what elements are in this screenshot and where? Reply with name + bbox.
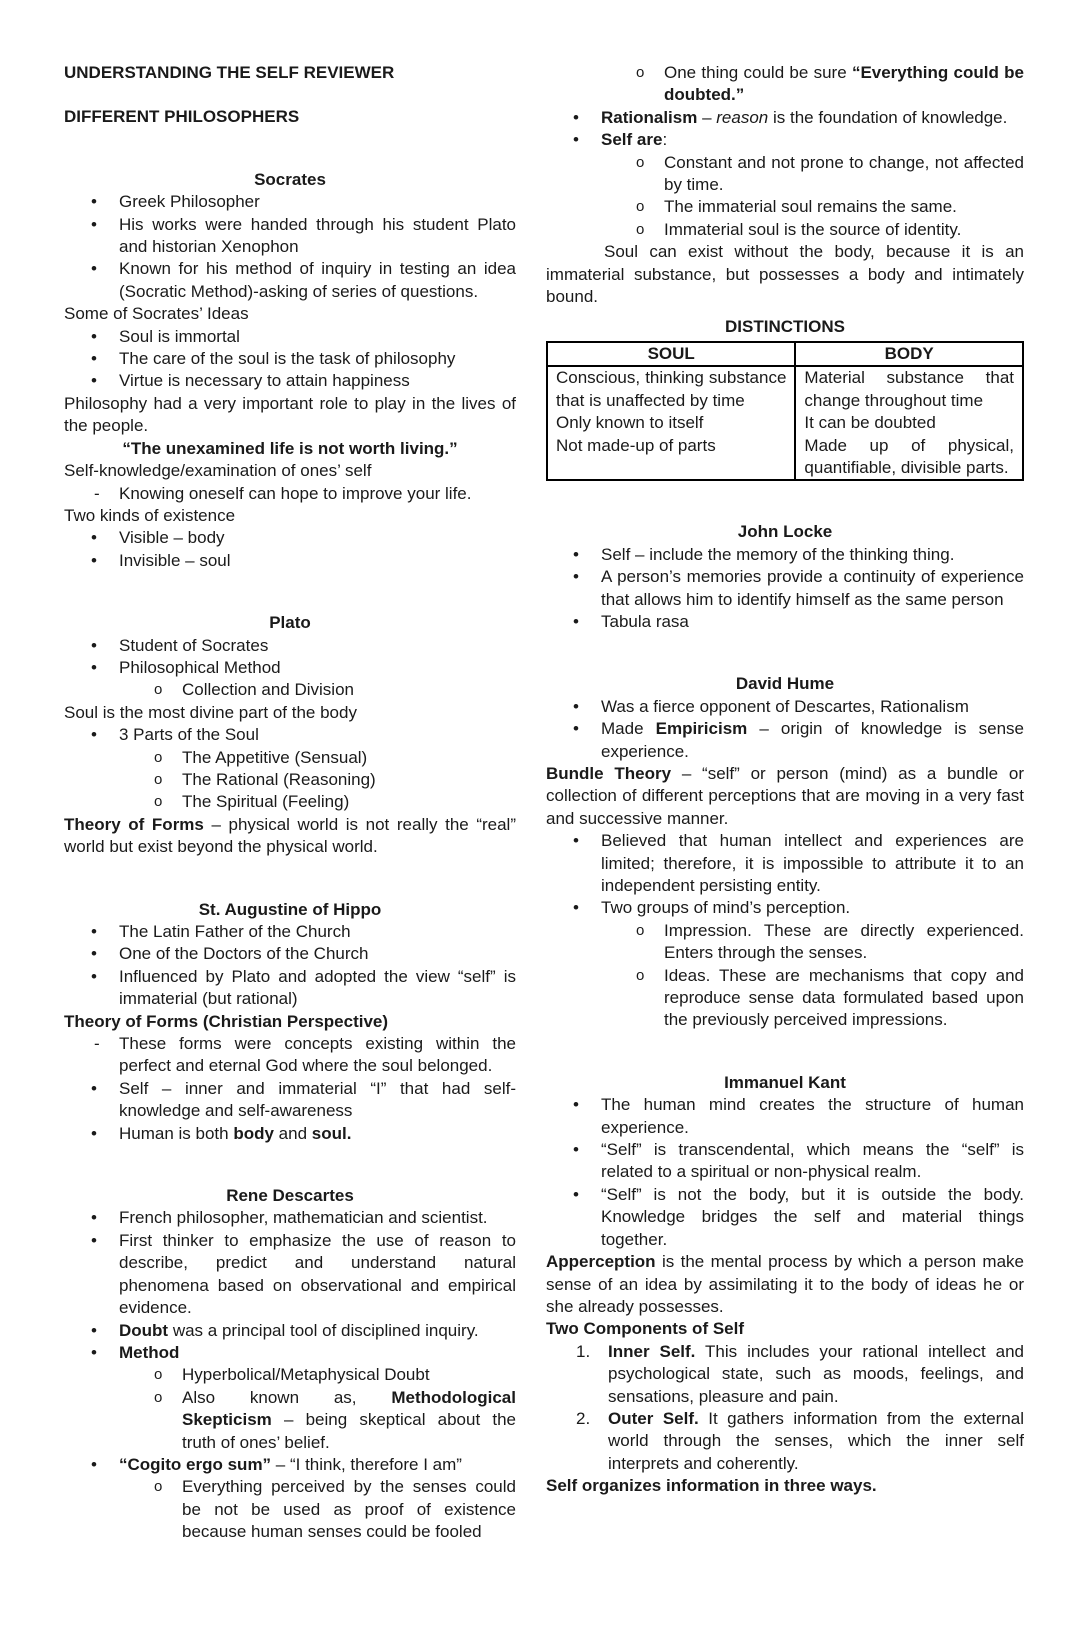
text-run: reason: [716, 107, 769, 127]
paragraph: [64, 1011, 516, 1033]
sub-list-item: [64, 791, 516, 813]
item-text: [119, 1343, 179, 1362]
list-item: [546, 544, 1024, 566]
item-text: [119, 1321, 479, 1340]
item-text: [664, 197, 957, 216]
text-run: 3 Parts of the Soul: [119, 725, 259, 745]
item-text: [182, 1477, 516, 1541]
text-run: Empiricism: [655, 719, 748, 739]
item-text: [119, 1124, 351, 1143]
text-run: His works were handed through his student Plato and historian Xenophon: [119, 214, 516, 257]
section-heading: [546, 521, 1024, 543]
section-heading: [546, 316, 1024, 338]
item-text: [119, 484, 471, 503]
paragraph: [64, 393, 516, 438]
list-item: [546, 1184, 1024, 1251]
item-text: [119, 922, 351, 941]
text-run: “Cogito ergo sum”: [119, 1454, 272, 1474]
text-run: Socrates: [254, 169, 326, 189]
text-run: Student of Socrates: [119, 635, 269, 655]
table-cell: [547, 366, 795, 480]
item-text: [664, 153, 1024, 194]
text-run: “The unexamined life is not worth living.”: [122, 438, 458, 458]
sub-list-item: [546, 920, 1024, 965]
paragraph: [546, 1251, 1024, 1318]
sub-list-item: [64, 679, 516, 701]
bullet-marker: •: [573, 1184, 579, 1204]
bullet-marker: •: [573, 696, 579, 716]
circle-marker: o: [154, 770, 163, 788]
bullet-marker: •: [91, 259, 97, 279]
text-run: Inner Self.: [608, 1341, 696, 1361]
text-run: Virtue is necessary to attain happiness: [119, 371, 410, 391]
text-run: – “self” or person (mind) as a bundle or collection of different perceptions that are moving in a very fast and successive manner.: [546, 763, 1024, 828]
list-item: [64, 1454, 516, 1476]
bullet-marker: •: [91, 966, 97, 986]
text-run: Human is both: [119, 1123, 234, 1143]
text-run: Visible – body: [119, 528, 225, 548]
item-text: [119, 1079, 516, 1120]
item-text: [119, 215, 516, 256]
bullet-marker: •: [91, 192, 97, 212]
section-heading: [64, 169, 516, 191]
text-run: The Rational (Reasoning): [182, 769, 376, 789]
text-run: These forms were concepts existing within the perfect and eternal God where the soul belonged.: [119, 1034, 516, 1076]
bullet-marker: •: [573, 544, 579, 564]
bullet-marker: •: [91, 371, 97, 391]
bullet-marker: •: [573, 1140, 579, 1160]
bullet-marker: •: [91, 1123, 97, 1143]
item-text: [119, 192, 260, 211]
sub-list-item: [546, 62, 1024, 107]
item-text: [601, 1185, 1024, 1249]
item-text: [601, 831, 1024, 895]
sub-list-item: [546, 219, 1024, 241]
cell-paragraph: Only known to itself: [556, 413, 704, 433]
paragraph: [64, 505, 516, 527]
text-run: Collection and Division: [182, 680, 354, 700]
paragraph: [64, 303, 516, 325]
text-run: First thinker to emphasize the use of reason to describe, predict and understand natural phenomena based on observational and empirical evidence.: [119, 1230, 516, 1318]
document-column-left: [64, 62, 516, 1544]
item-text: [119, 1208, 488, 1227]
text-run: Believed that human intellect and experiences are limited; therefore, it is impossible to attribute it to an independent persisting entity.: [601, 831, 1024, 895]
text-run: Everything perceived by the senses could be not be used as proof of existence because human senses could be fooled: [182, 1477, 516, 1542]
list-item: [64, 1078, 516, 1123]
dash-marker: -: [94, 1034, 100, 1054]
text-run: The Appetitive (Sensual): [182, 747, 368, 767]
text-run: French philosopher, mathematician and scientist.: [119, 1208, 488, 1228]
list-item: [64, 550, 516, 572]
table-cell: [795, 366, 1023, 480]
text-run: Bundle Theory: [546, 763, 672, 783]
sub-list-item: [546, 965, 1024, 1032]
table-header: BODY: [795, 342, 1023, 366]
circle-marker: o: [154, 1478, 163, 1496]
text-run: DIFFERENT PHILOSOPHERS: [64, 107, 300, 127]
text-run: Self organizes information in three ways.: [546, 1476, 877, 1496]
item-text: [664, 921, 1024, 962]
item-text: [182, 680, 354, 699]
section-heading: [546, 1072, 1024, 1094]
text-run: Impression. These are directly experienced. Enters through the senses.: [664, 920, 1024, 963]
text-run: :: [662, 130, 668, 150]
table-row: [547, 366, 1023, 480]
text-run: David Hume: [735, 674, 835, 694]
text-run: Immanuel Kant: [724, 1072, 846, 1092]
text-run: Hyperbolical/Metaphysical Doubt: [182, 1365, 430, 1385]
text-run: The immaterial soul remains the same.: [664, 197, 957, 217]
bullet-marker: •: [91, 326, 97, 346]
bullet-marker: •: [573, 719, 579, 739]
list-item: [546, 1094, 1024, 1139]
text-run: “Self” is not the body, but it is outside the body. Knowledge bridges the self and material things together.: [601, 1184, 1024, 1249]
item-text: [601, 898, 850, 917]
item-text: [664, 966, 1024, 1030]
text-run: is the mental process by which a person make sense of an idea by assimilating it to the body of ideas he or she already possesses.: [546, 1252, 1024, 1316]
paragraph: [64, 460, 516, 482]
circle-marker: o: [154, 1388, 163, 1406]
text-run: Two kinds of existence: [64, 505, 236, 525]
text-run: Soul is immortal: [119, 326, 240, 346]
sub-list-item: [64, 1364, 516, 1386]
paragraph: [546, 1475, 1024, 1497]
item-text: [601, 719, 1024, 760]
quote-line: [64, 438, 516, 460]
text-run: Self – inner and immaterial “I” that had self-knowledge and self-awareness: [119, 1078, 516, 1121]
text-run: Invisible – soul: [119, 550, 231, 570]
paragraph: [546, 763, 1024, 830]
item-text: [601, 1140, 1024, 1181]
item-text: [601, 545, 954, 564]
list-item: [64, 1123, 516, 1145]
list-item: [64, 657, 516, 679]
list-item: [64, 1230, 516, 1320]
item-text: [182, 748, 367, 767]
text-run: Tabula rasa: [601, 611, 689, 631]
list-item: [546, 830, 1024, 897]
text-run: One of the Doctors of the Church: [119, 944, 369, 964]
text-run: soul.: [311, 1123, 352, 1143]
bullet-marker: •: [91, 550, 97, 570]
text-run: Methodological Skepticism: [182, 1387, 516, 1430]
bullet-marker: •: [91, 657, 97, 677]
item-text: [119, 944, 368, 963]
list-item: [64, 966, 516, 1011]
item-text: [601, 108, 1007, 127]
text-run: Influenced by Plato and adopted the view “self” is immaterial (but rational): [119, 966, 516, 1009]
text-run: Self – include the memory of the thinking thing.: [601, 544, 955, 564]
text-run: Outer Self.: [608, 1408, 699, 1428]
item-text: [182, 1365, 430, 1384]
dash-item: [64, 483, 516, 505]
number-marker: 2.: [576, 1408, 591, 1428]
text-run: Immaterial soul is the source of identity.: [664, 219, 962, 239]
item-text: [601, 1095, 1024, 1136]
list-item: [64, 191, 516, 213]
circle-marker: o: [636, 64, 645, 81]
paragraph: [546, 1318, 1024, 1340]
text-run: Theory of Forms (Christian Perspective): [64, 1011, 389, 1031]
text-run: and: [273, 1123, 312, 1143]
text-run: “Self” is transcendental, which means the “self” is related to a spiritual or non-physical realm.: [601, 1140, 1024, 1182]
list-item: [546, 1139, 1024, 1184]
bullet-marker: •: [573, 567, 579, 587]
item-text: [119, 658, 281, 677]
item-text: [601, 612, 689, 631]
item-text: [119, 967, 516, 1008]
list-item: [64, 214, 516, 259]
text-run: Two Components of Self: [546, 1319, 745, 1339]
text-run: Known for his method of inquiry in testing an idea (Socratic Method)-asking of series of questions.: [119, 259, 516, 301]
bullet-marker: •: [91, 1078, 97, 1098]
paragraph: [64, 814, 516, 859]
item-text: [119, 528, 225, 547]
bullet-marker: •: [91, 944, 97, 964]
cell-paragraph: Conscious, thinking substance that is unaffected by time: [556, 368, 787, 410]
bullet-marker: •: [573, 130, 579, 150]
item-text: [608, 1409, 1024, 1473]
circle-marker: o: [636, 198, 645, 216]
item-text: [664, 220, 961, 239]
list-item: [64, 1320, 516, 1342]
item-text: [119, 371, 410, 390]
cell-paragraph: Not made-up of parts: [556, 435, 716, 455]
bullet-marker: •: [91, 635, 97, 655]
circle-marker: o: [636, 966, 645, 984]
item-text: [119, 725, 259, 744]
text-run: Greek Philosopher: [119, 192, 260, 212]
text-run: The human mind creates the structure of human experience.: [601, 1095, 1024, 1137]
text-run: Plato: [269, 613, 311, 633]
text-run: Rationalism: [601, 107, 698, 127]
paragraph: [64, 702, 516, 724]
item-text: [601, 130, 667, 149]
bullet-marker: •: [91, 1342, 97, 1362]
list-item: [64, 724, 516, 746]
item-text: [119, 1231, 516, 1317]
text-run: Two groups of mind’s perception.: [601, 898, 851, 918]
bullet-marker: •: [573, 831, 579, 851]
circle-marker: o: [636, 220, 645, 238]
item-text: [119, 259, 516, 300]
text-run: Ideas. These are mechanisms that copy and reproduce sense data formulated based upon the previously perceived impressions.: [664, 965, 1024, 1030]
item-text: [608, 1342, 1024, 1406]
bullet-marker: •: [91, 528, 97, 548]
list-item: [64, 527, 516, 549]
text-run: Philosophical Method: [119, 657, 281, 677]
item-text: [601, 567, 1024, 608]
circle-marker: o: [154, 748, 163, 766]
text-run: –: [697, 107, 717, 127]
text-run: Rene Descartes: [226, 1186, 354, 1206]
circle-marker: o: [154, 681, 163, 699]
paragraph: [546, 241, 1024, 308]
bullet-marker: •: [91, 1230, 97, 1250]
cell-paragraph: Made up of physical, quantifiable, divisible parts.: [804, 435, 1014, 477]
bullet-marker: •: [91, 214, 97, 234]
text-run: Also known as,: [182, 1387, 392, 1407]
text-run: Method: [119, 1342, 180, 1362]
paragraph: [64, 106, 516, 128]
text-run: The Latin Father of the Church: [119, 922, 351, 941]
bullet-marker: •: [91, 349, 97, 369]
circle-marker: o: [154, 1366, 163, 1384]
list-item: [546, 718, 1024, 763]
text-run: It gathers information from the external world through the senses, which the inner self interprets and coherently.: [608, 1408, 1024, 1473]
table-header: SOUL: [547, 342, 795, 366]
text-run: body: [233, 1123, 274, 1143]
bullet-marker: •: [91, 1454, 97, 1474]
dash-item: [64, 1033, 516, 1078]
bullet-marker: •: [573, 107, 579, 127]
item-text: [119, 1455, 462, 1474]
item-text: [119, 1034, 516, 1075]
sub-list-item: [64, 1476, 516, 1543]
document-column-right: [546, 62, 1024, 1498]
number-marker: 1.: [576, 1341, 591, 1361]
text-run: UNDERSTANDING THE SELF REVIEWER: [64, 63, 395, 82]
bullet-marker: •: [91, 725, 97, 745]
list-item: [64, 1342, 516, 1364]
section-heading: [64, 612, 516, 634]
text-run: – origin of knowledge is sense experience.: [601, 719, 1024, 761]
bullet-marker: •: [91, 922, 97, 941]
text-run: Doubt: [119, 1320, 169, 1340]
text-run: Soul is the most divine part of the body: [64, 702, 357, 722]
text-run: Made: [601, 719, 656, 739]
numbered-item: [546, 1341, 1024, 1408]
list-item: [64, 943, 516, 965]
bullet-marker: •: [573, 1095, 579, 1115]
item-text: [182, 770, 376, 789]
spacer: [64, 84, 516, 106]
section-heading: [64, 1185, 516, 1207]
distinctions-table: [546, 341, 1024, 481]
list-item: [546, 696, 1024, 718]
numbered-item: [546, 1408, 1024, 1475]
text-run: Constant and not prone to change, not affected by time.: [664, 152, 1024, 195]
item-text: [601, 697, 969, 716]
text-run: Theory of Forms: [64, 814, 204, 834]
text-run: – physical world is not really the “real” world but exist beyond the physical world.: [64, 814, 516, 857]
text-run: Philosophy had a very important role to play in the lives of the people.: [64, 393, 516, 436]
sub-list-item: [64, 747, 516, 769]
bullet-marker: •: [573, 611, 579, 631]
table-header-row: [547, 342, 1023, 366]
text-run: – being skeptical about the truth of ones’ belief.: [182, 1410, 516, 1452]
item-text: [119, 551, 231, 570]
list-item: [64, 1207, 516, 1229]
text-run: Apperception: [546, 1252, 656, 1272]
text-run: Self are: [601, 130, 663, 150]
list-item: [546, 107, 1024, 129]
list-item: [64, 348, 516, 370]
sub-list-item: [546, 196, 1024, 218]
text-run: A person’s memories provide a continuity of experience that allows him to identify himself as the same person: [601, 567, 1024, 609]
list-item: [546, 611, 1024, 633]
text-run: The care of the soul is the task of philosophy: [119, 349, 456, 369]
item-text: [119, 327, 240, 346]
list-item: [64, 258, 516, 303]
text-run: One thing could be sure: [664, 63, 852, 82]
list-item: [64, 921, 516, 943]
text-run: The Spiritual (Feeling): [182, 792, 350, 812]
text-run: John Locke: [737, 522, 833, 542]
list-item: [546, 897, 1024, 919]
list-item: [64, 370, 516, 392]
paragraph: [64, 62, 516, 84]
item-text: [182, 1388, 516, 1452]
text-run: Soul can exist without the body, because it is an immaterial substance, but possesses a body and intimately bound.: [546, 242, 1024, 307]
text-run: This includes your rational intellect and psychological state, such as moods, feelings, and sensations, pleasure and pain.: [608, 1341, 1025, 1406]
circle-marker: o: [636, 921, 645, 939]
text-run: was a principal tool of disciplined inquiry.: [168, 1320, 479, 1340]
list-item: [546, 129, 1024, 151]
section-heading: [546, 673, 1024, 695]
cell-paragraph: Material substance that change throughout time: [804, 368, 1014, 410]
dash-marker: -: [94, 483, 100, 503]
text-run: Self-knowledge/examination of ones’ self: [64, 461, 372, 481]
sub-list-item: [64, 769, 516, 791]
sub-list-item: [64, 1387, 516, 1454]
item-text: [664, 63, 1024, 104]
item-text: [119, 636, 268, 655]
text-run: is the foundation of knowledge.: [768, 107, 1008, 127]
circle-marker: o: [636, 153, 645, 171]
cell-paragraph: It can be doubted: [804, 413, 936, 433]
sub-list-item: [546, 152, 1024, 197]
bullet-marker: •: [91, 1320, 97, 1340]
item-text: [182, 792, 349, 811]
text-run: St. Augustine of Hippo: [198, 899, 382, 919]
text-run: “Everything could be doubted.”: [664, 63, 1024, 105]
text-run: DISTINCTIONS: [725, 317, 845, 337]
item-text: [119, 349, 455, 368]
bullet-marker: •: [91, 1208, 97, 1228]
table-body: [547, 366, 1023, 480]
bullet-marker: •: [573, 898, 579, 918]
text-run: Knowing oneself can hope to improve your life.: [119, 483, 472, 503]
list-item: [64, 635, 516, 657]
table-head: [547, 342, 1023, 366]
text-run: – “I think, therefore I am”: [271, 1454, 462, 1474]
list-item: [64, 326, 516, 348]
section-heading: [64, 899, 516, 921]
text-run: Some of Socrates’ Ideas: [64, 304, 249, 324]
list-item: [546, 566, 1024, 611]
text-run: Was a fierce opponent of Descartes, Rationalism: [601, 696, 969, 716]
circle-marker: o: [154, 793, 163, 811]
